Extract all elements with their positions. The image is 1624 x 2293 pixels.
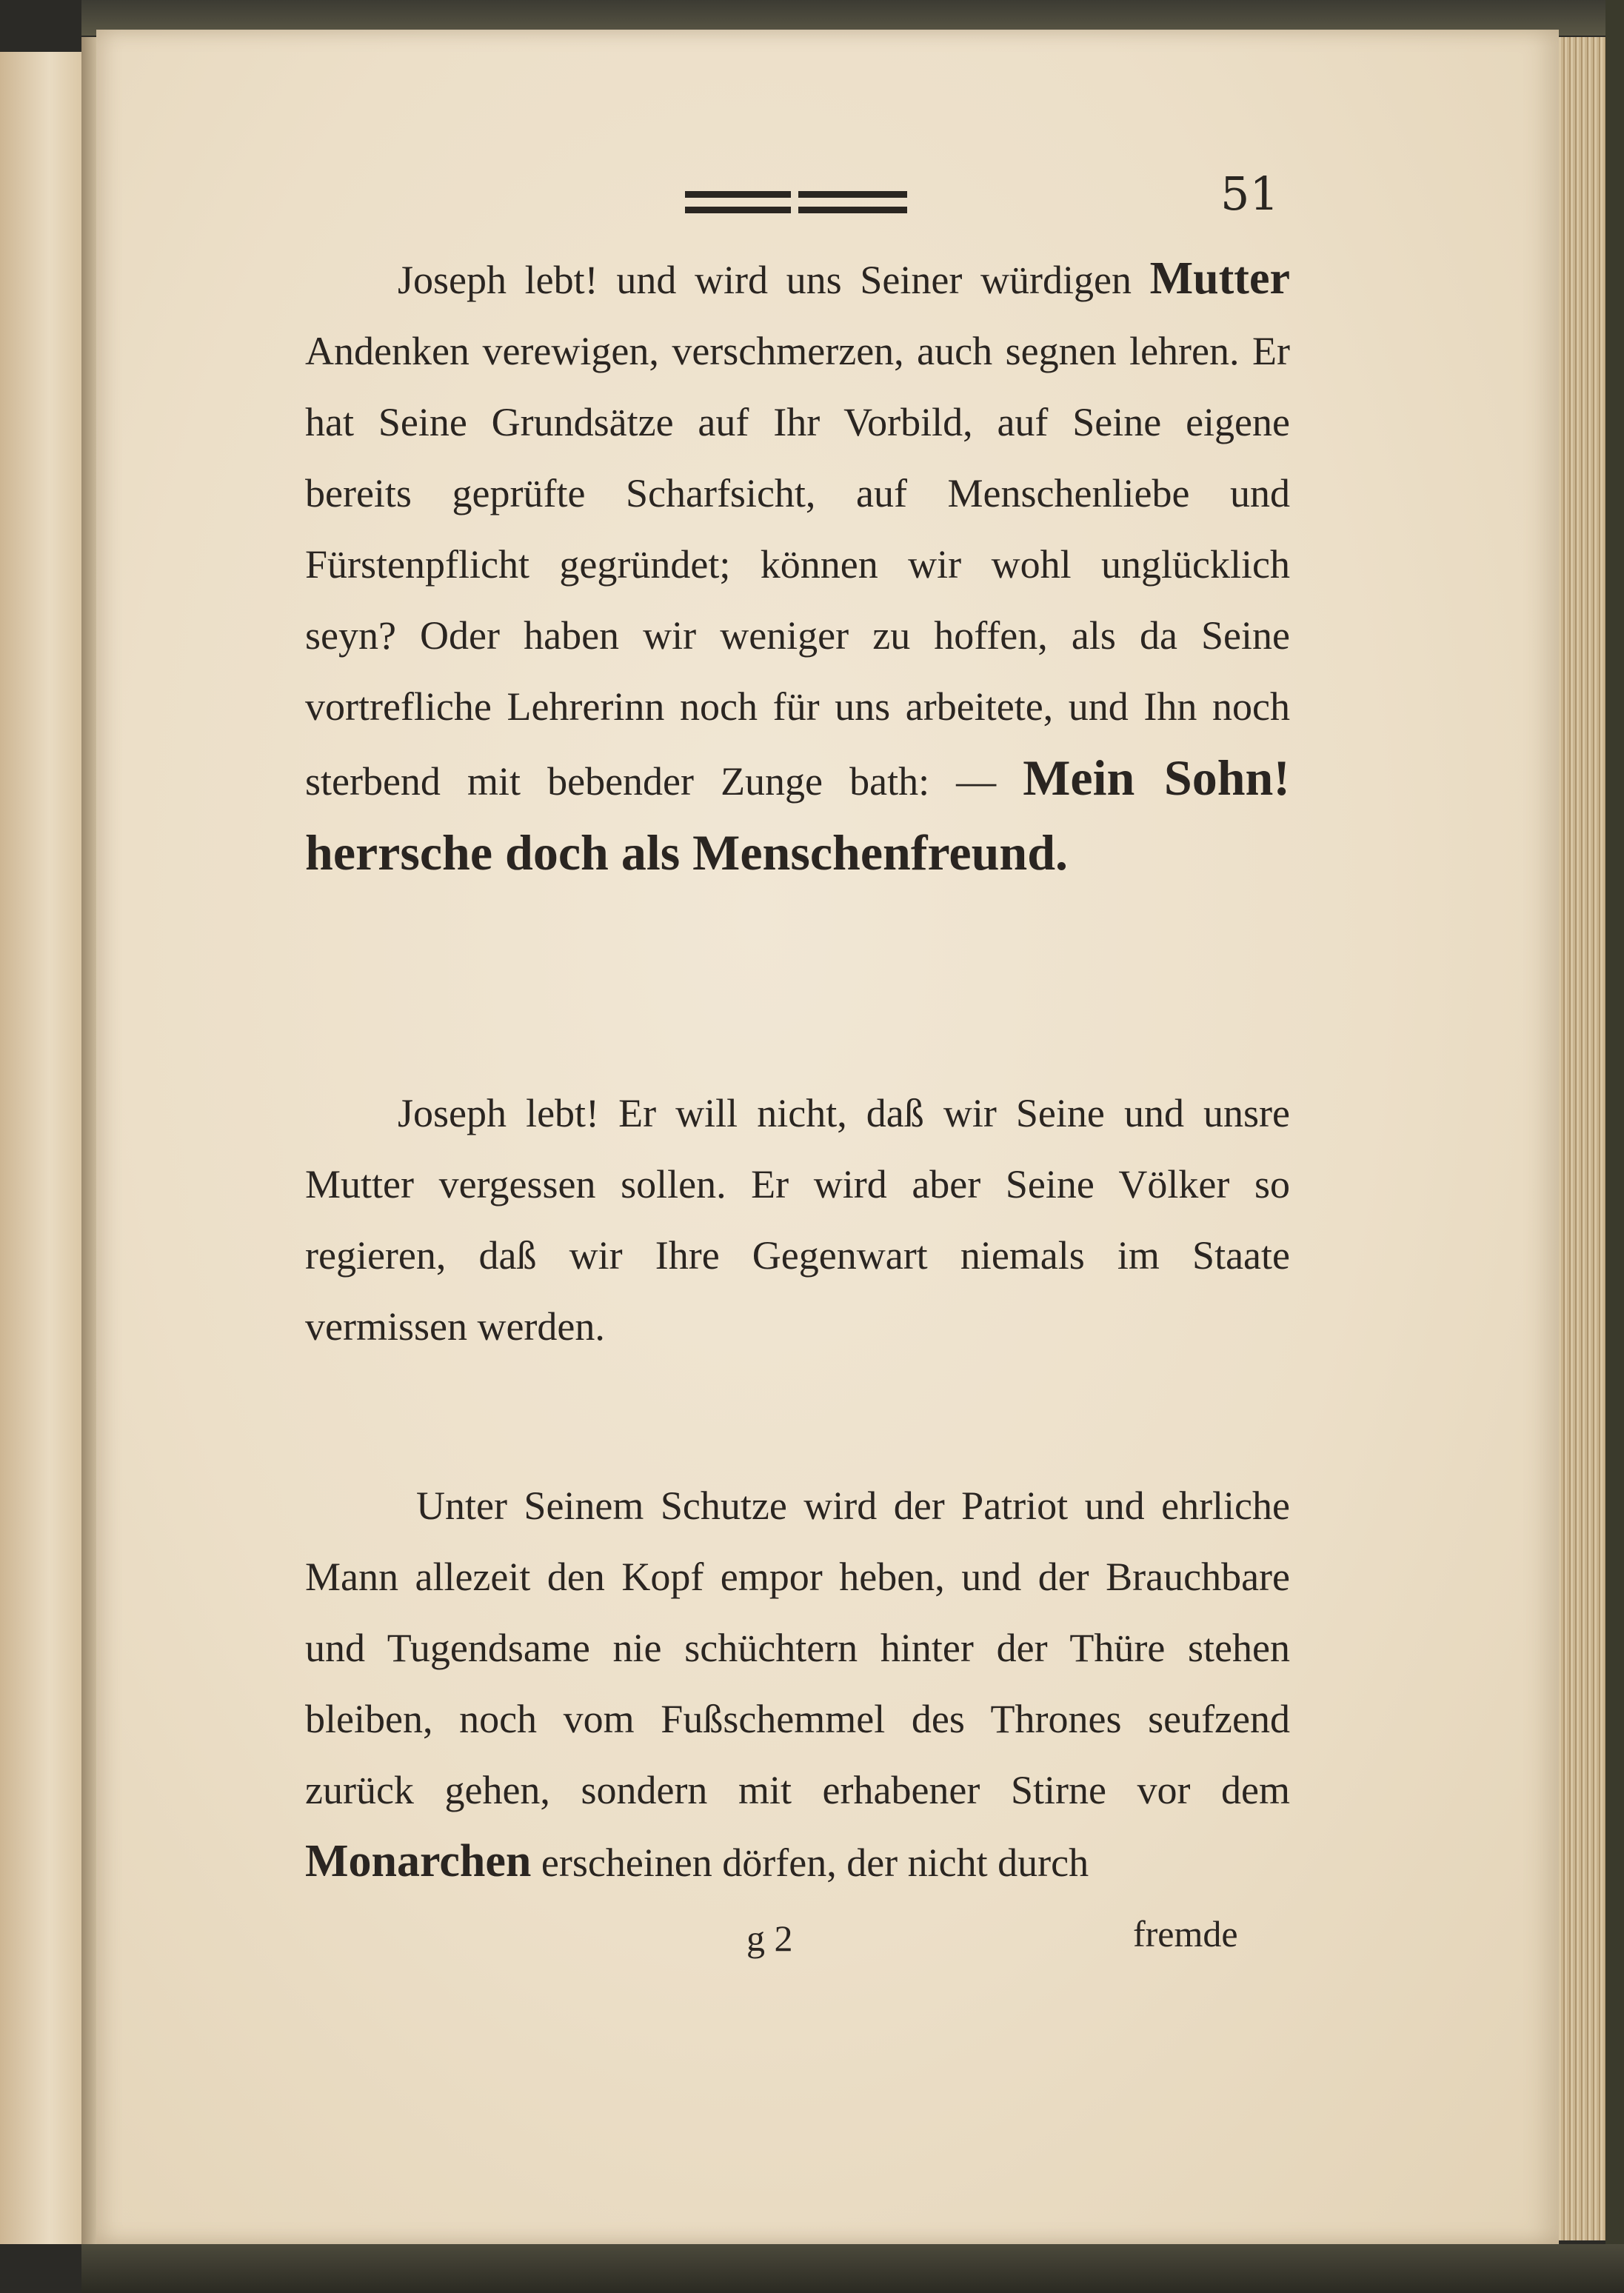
page-number: 51 — [1220, 167, 1279, 221]
text-segment: Andenken verewigen, verschmerzen, auch segnen lehren. Er hat Seine Grundsätze auf Ihr Vorbild, auf Seine eigene bereits geprüfte Scharfsicht, auf Menschenliebe und Fürstenpflicht gegründet; können wir wohl unglücklich seyn? Oder haben wir weniger zu hoffen, als da Seine vortrefliche Lehrerinn noch für uns arbeitete, und Ihn noch sterbend mit bebender Zunge bath: — — [305, 329, 1290, 804]
book-gutter — [81, 37, 98, 2252]
text-segment: erscheinen dörfen, der nicht durch — [531, 1840, 1089, 1885]
text-segment: Joseph lebt! und wird uns Seiner würdigen — [398, 258, 1150, 302]
catchword: fremde — [1133, 1913, 1238, 1955]
header-rule-gap — [791, 191, 798, 213]
page-block-edges — [1555, 37, 1607, 2240]
previous-page-edge — [0, 52, 83, 2244]
book-cover-bottom — [81, 2244, 1624, 2293]
paragraph-1 — [305, 243, 1290, 892]
signature-mark: g 2 — [746, 1917, 793, 1959]
book-cover-right — [1605, 0, 1624, 2293]
text-segment: Joseph lebt! Er will nicht, daß wir Seine und unsre Mutter vergessen sollen. Er wird aber Seine Völker so regieren, daß wir Ihre Gegenwart niemals im Staate vermissen werden. — [305, 1091, 1290, 1349]
paragraph-3 — [305, 1470, 1290, 1898]
emphasis-monarchen: Monarchen — [305, 1836, 532, 1886]
emphasis-mutter: Mutter — [1149, 253, 1290, 304]
text-segment: Unter Seinem Schutze wird der Patriot und ehrliche Mann allezeit den Kopf empor heben, und der Brauchbare und Tugendsame nie schüchtern hinter der Thüre stehen bleiben, noch vom Fußschemmel des Thrones seufzend zurück gehen, sondern mit erhabener Stirne vor dem — [305, 1483, 1290, 1812]
paragraph-2 — [305, 1078, 1290, 1362]
emphasis-quote: Mein Sohn! herrsche doch als Menschenfreund. — [305, 750, 1290, 881]
